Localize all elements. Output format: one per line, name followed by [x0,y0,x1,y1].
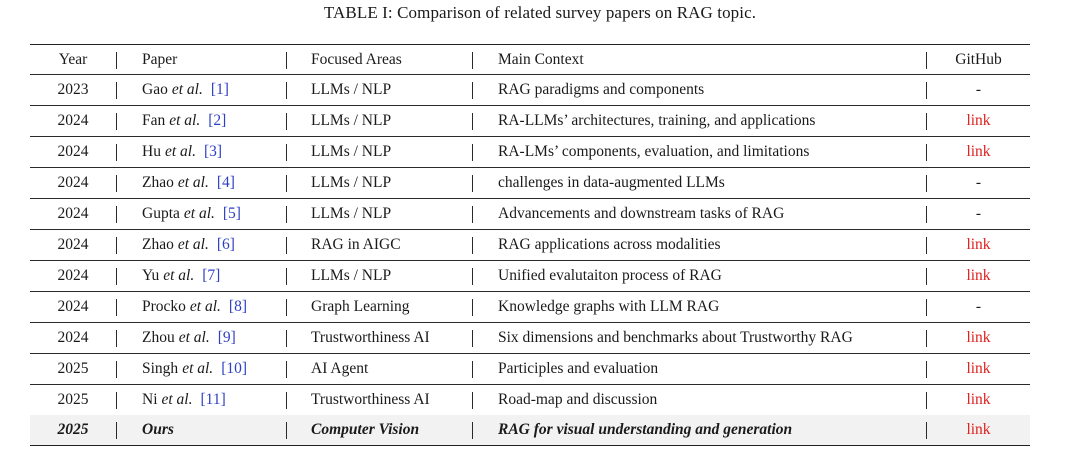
year-cell: 2025 [57,421,89,438]
column-separator [116,361,117,378]
focused-areas-cell: Trustworthiness AI [311,329,430,346]
column-separator [286,330,287,347]
column-separator [472,175,473,192]
main-context-cell: Advancements and downstream tasks of RAG [498,205,785,222]
column-separator [286,144,287,161]
focused-areas-cell: LLMs / NLP [311,174,392,191]
et-al-text: et al. [182,360,214,377]
github-link[interactable]: link [966,391,991,408]
year-cell: 2024 [57,236,89,253]
et-al-text: et al. [177,236,209,253]
table-row [30,385,1030,415]
main-context-cell: RA-LLMs’ architectures, training, and applications [498,112,816,129]
column-separator [472,52,473,69]
github-cell [927,385,1030,415]
table-row [30,106,1030,137]
column-separator [116,268,117,285]
citation-link[interactable]: [6] [216,236,235,253]
focused-areas-cell: LLMs / NLP [311,143,392,160]
paper-cell [142,199,241,229]
github-cell [927,168,1030,198]
column-separator [116,144,117,161]
column-separator [116,113,117,130]
github-link[interactable]: link [966,236,991,253]
header-paper: Paper [142,50,178,68]
main-context-cell: Participles and evaluation [498,360,659,377]
github-none: - [975,81,982,98]
citation-link[interactable]: [5] [222,205,241,222]
github-cell [927,75,1030,105]
header-github: GitHub [955,50,1002,68]
table-row [30,199,1030,230]
year-cell: 2023 [57,81,89,98]
header-focused-areas: Focused Areas [311,50,402,68]
main-context-cell: Unified evalutaiton process of RAG [498,267,722,284]
column-separator [472,330,473,347]
main-context-cell: RA-LMs’ components, evaluation, and limitations [498,143,810,160]
focused-areas-cell: AI Agent [311,360,369,377]
column-separator [116,52,117,69]
paper-cell [142,292,247,322]
github-cell [927,323,1030,353]
column-separator [472,361,473,378]
citation-link[interactable]: [8] [228,298,247,315]
github-link[interactable]: link [966,421,991,438]
citation-link[interactable]: [10] [221,360,248,377]
paper-cell [142,354,247,384]
paper-cell [142,106,226,136]
column-separator [472,113,473,130]
paper-cell [142,385,226,415]
column-separator [116,422,117,439]
year-cell: 2025 [57,391,89,408]
column-separator [286,268,287,285]
column-separator [116,206,117,223]
column-separator [116,82,117,99]
et-al-text: et al. [183,205,215,222]
et-al-text: et al. [189,298,221,315]
column-separator [472,299,473,316]
table-row-ours [30,415,1030,445]
column-separator [472,206,473,223]
citation-link[interactable]: [7] [202,267,221,284]
author-name: Procko [142,298,186,315]
citation-link[interactable]: [9] [217,329,236,346]
author-name: Zhao [142,174,174,191]
main-context-cell: Knowledge graphs with LLM RAG [498,298,720,315]
column-separator [472,237,473,254]
column-separator [116,392,117,409]
column-separator [286,392,287,409]
github-none: - [975,174,982,191]
focused-areas-cell: LLMs / NLP [311,267,392,284]
table-row [30,168,1030,199]
column-separator [472,268,473,285]
paper-cell: Ours [142,421,174,438]
table-row [30,354,1030,385]
column-separator [472,82,473,99]
paper-cell [142,261,220,291]
citation-link[interactable]: [2] [208,112,227,129]
column-separator [116,299,117,316]
main-context-cell: RAG applications across modalities [498,236,721,253]
column-separator [116,175,117,192]
main-context-cell: RAG for visual understanding and generation [498,421,793,438]
year-cell: 2024 [57,205,89,222]
table-row [30,292,1030,323]
et-al-text: et al. [169,112,201,129]
year-cell: 2024 [57,329,89,346]
year-cell: 2024 [57,174,89,191]
table-body [30,75,1030,415]
et-al-text: et al. [163,267,195,284]
column-separator [116,330,117,347]
main-context-cell: RAG paradigms and components [498,81,705,98]
column-separator [286,299,287,316]
et-al-text: et al. [164,143,196,160]
github-cell [927,137,1030,167]
author-name: Hu [142,143,161,160]
column-separator [472,422,473,439]
citation-link[interactable]: [1] [210,81,229,98]
citation-link[interactable]: [4] [216,174,235,191]
focused-areas-cell: LLMs / NLP [311,205,392,222]
github-link[interactable]: link [966,360,991,377]
column-separator [286,206,287,223]
main-context-cell: Six dimensions and benchmarks about Trustworthy RAG [498,329,853,346]
et-al-text: et al. [161,391,193,408]
main-context-cell: challenges in data-augmented LLMs [498,174,725,191]
column-separator [286,82,287,99]
table-row [30,323,1030,354]
table-row [30,261,1030,292]
column-separator [286,52,287,69]
author-name: Gupta [142,205,180,222]
column-separator [286,113,287,130]
column-separator [286,422,287,439]
et-al-text: et al. [177,174,209,191]
github-link[interactable]: link [966,329,991,346]
github-cell [927,199,1030,229]
github-cell [927,261,1030,291]
column-separator [472,392,473,409]
author-name: Ni [142,391,158,408]
github-link[interactable]: link [966,267,991,284]
column-separator [286,361,287,378]
year-cell: 2024 [57,267,89,284]
et-al-text: et al. [178,329,210,346]
year-cell: 2024 [57,298,89,315]
paper-cell [142,168,235,198]
table-caption: TABLE I: Comparison of related survey papers on RAG topic. [323,3,757,22]
focused-areas-cell: Trustworthiness AI [311,391,430,408]
github-cell [927,292,1030,322]
focused-areas-cell: Computer Vision [311,421,420,438]
author-name: Gao [142,81,168,98]
column-separator [286,237,287,254]
github-cell [927,415,1030,445]
year-cell: 2025 [57,360,89,377]
paper-cell [142,323,236,353]
column-separator [116,237,117,254]
column-separator [472,144,473,161]
github-cell [927,230,1030,260]
github-none: - [975,298,982,315]
paper-cell [142,75,229,105]
year-cell: 2024 [57,143,89,160]
paper-cell [142,137,222,167]
github-none: - [975,205,982,222]
table-row [30,137,1030,168]
main-context-cell: Road-map and discussion [498,391,658,408]
et-al-text: et al. [171,81,203,98]
author-name: Zhao [142,236,174,253]
column-separator [286,175,287,192]
table-row [30,230,1030,261]
header-main-context: Main Context [498,50,584,68]
github-link[interactable]: link [966,112,991,129]
github-link[interactable]: link [966,143,991,160]
focused-areas-cell: LLMs / NLP [311,81,392,98]
author-name: Singh [142,360,179,377]
focused-areas-cell: LLMs / NLP [311,112,392,129]
focused-areas-cell: Graph Learning [311,298,410,315]
author-name: Zhou [142,329,175,346]
author-name: Yu [142,267,160,284]
table-row [30,75,1030,106]
header-year: Year [58,50,88,68]
github-cell [927,106,1030,136]
citation-link[interactable]: [3] [203,143,223,160]
year-cell: 2024 [57,112,89,129]
survey-comparison-table [30,44,1030,446]
table-header-row [30,45,1030,75]
focused-areas-cell: RAG in AIGC [311,236,401,253]
paper-cell [142,230,235,260]
github-cell [927,354,1030,384]
citation-link[interactable]: [11] [200,391,226,408]
author-name: Fan [142,112,166,129]
